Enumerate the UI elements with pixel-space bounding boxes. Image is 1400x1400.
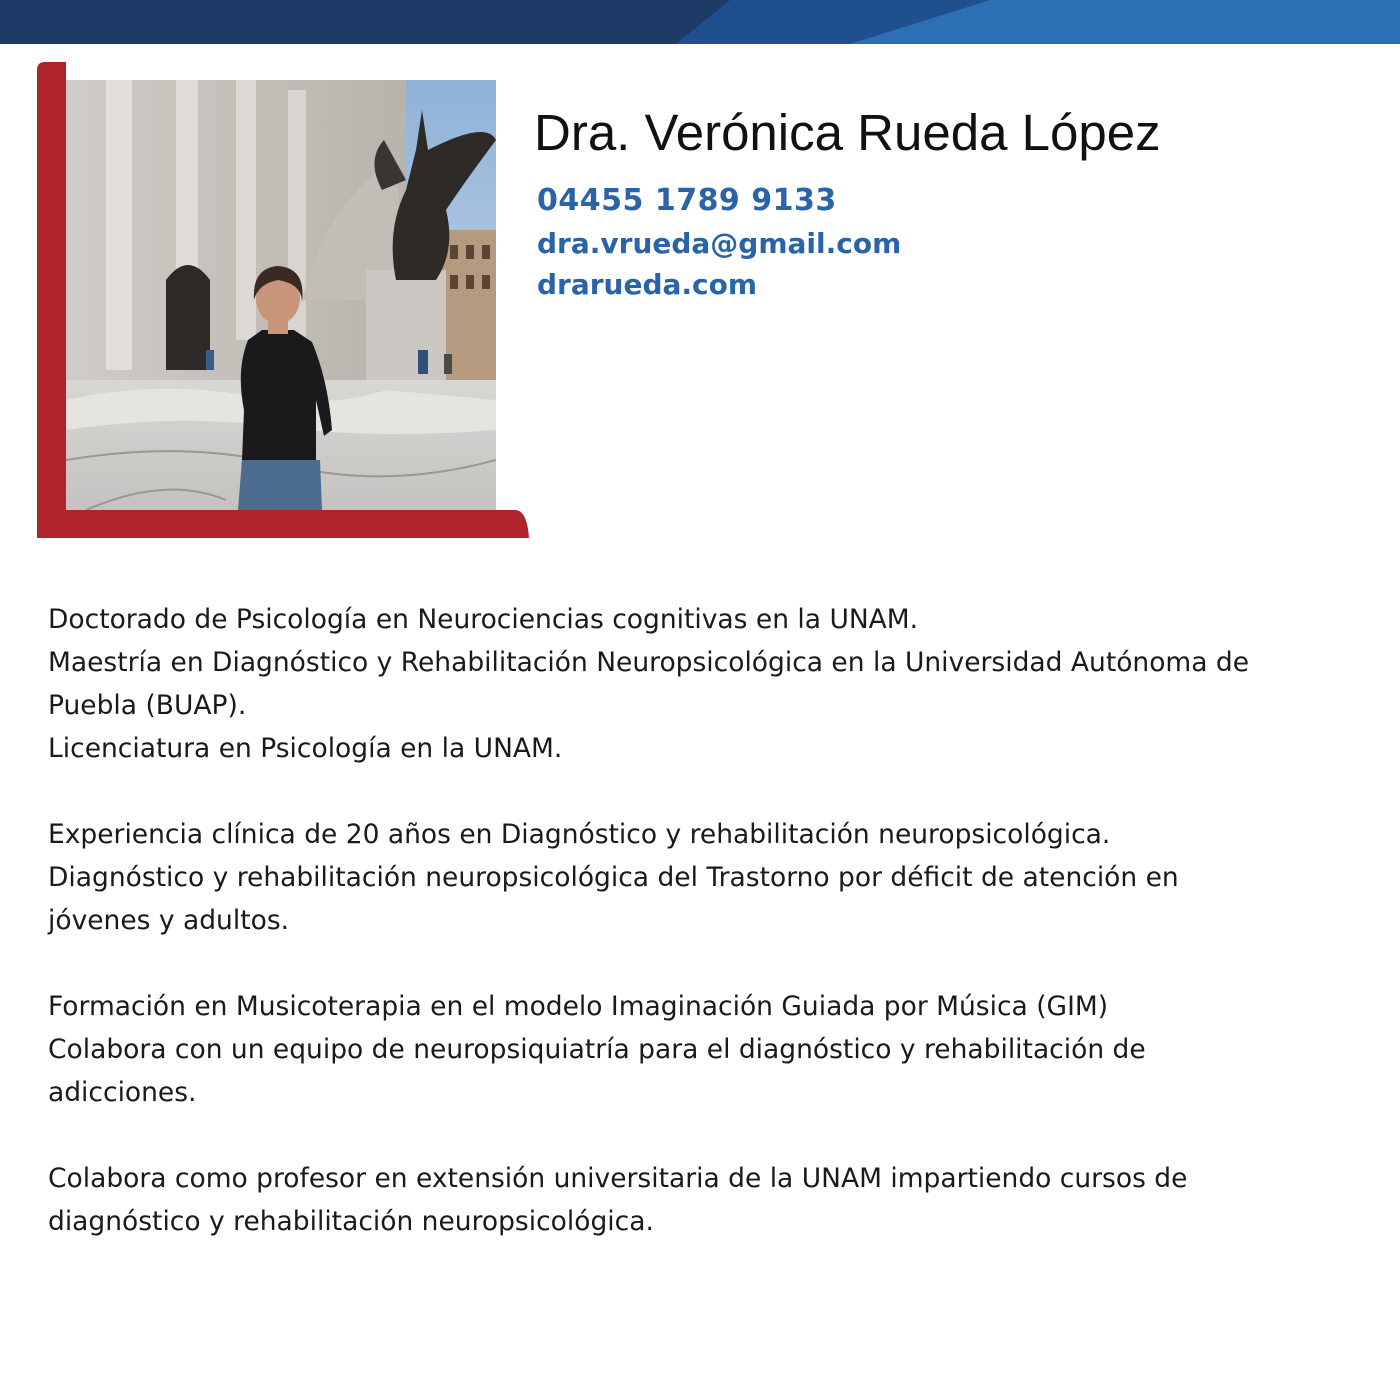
bio-line: Maestría en Diagnóstico y Rehabilitación Neuropsicológica en la Universidad Autónoma de Puebla (BUAP).	[48, 647, 1250, 721]
bio-line: Diagnóstico y rehabilitación neuropsicológica del Trastorno por déficit de atención en jóvenes y adultos.	[48, 862, 1179, 936]
email-link[interactable]: dra.vrueda@gmail.com	[537, 227, 902, 260]
bio-line: Doctorado de Psicología en Neurociencias cognitivas en la UNAM.	[48, 604, 919, 635]
bio-section	[48, 598, 1288, 1286]
bio-line: Colabora como profesor en extensión universitaria de la UNAM impartiendo cursos de diagnóstico y rehabilitación neuropsicológica.	[48, 1163, 1188, 1237]
website-link[interactable]: drarueda.com	[537, 268, 758, 301]
bio-line: Colabora con un equipo de neuropsiquiatría para el diagnóstico y rehabilitación de adicciones.	[48, 1034, 1146, 1108]
profile-photo	[66, 80, 496, 510]
top-banner	[0, 0, 1400, 44]
bio-line: Formación en Musicoterapia en el modelo Imaginación Guiada por Música (GIM)	[48, 991, 1109, 1022]
bio-paragraph-training	[48, 985, 1288, 1114]
bio-line: Experiencia clínica de 20 años en Diagnóstico y rehabilitación neuropsicológica.	[48, 819, 1111, 850]
bio-paragraph-experience	[48, 813, 1288, 942]
phone-number[interactable]: 04455 1789 9133	[537, 183, 837, 218]
bio-line: Licenciatura en Psicología en la UNAM.	[48, 733, 563, 764]
bio-paragraph-teaching	[48, 1157, 1288, 1243]
page-title: Dra. Verónica Rueda López	[534, 104, 1161, 161]
bio-paragraph-education	[48, 598, 1288, 770]
